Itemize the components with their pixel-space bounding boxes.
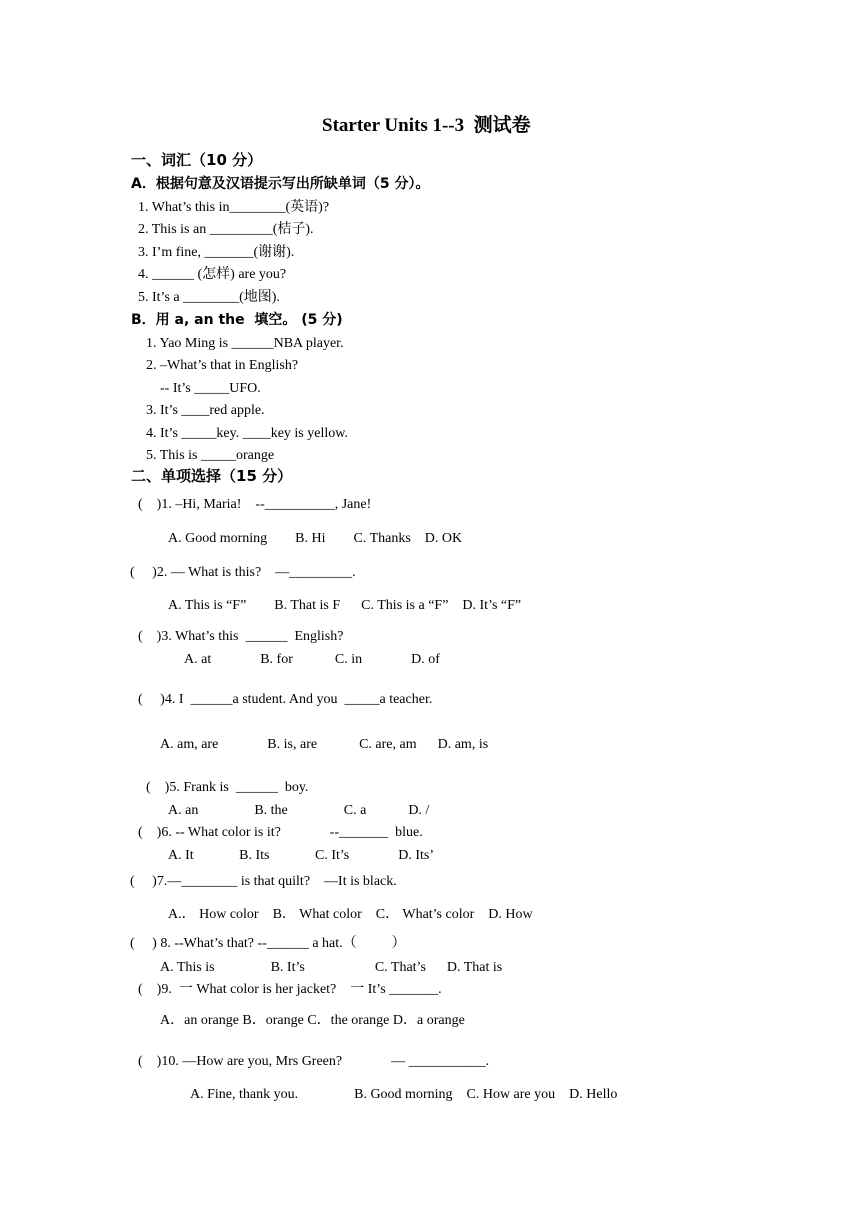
question-options: A. Fine, thank you. B. Good morning C. How are you D. Hello <box>190 1087 618 1102</box>
question-options: A．an orange B．orange C．the orange D．a orange <box>160 1013 465 1028</box>
question-stem: ( )1. –Hi, Maria! --__________, Jane! <box>138 497 372 512</box>
question-options: A. an B. the C. a D. / <box>168 803 430 818</box>
part-a-item: 5. It’s a ________(地图). <box>138 290 280 305</box>
question-options: A. Good morning B. Hi C. Thanks D. OK <box>168 531 463 546</box>
section-1-heading: 一、词汇（10 分） <box>131 151 263 169</box>
question-stem: ( )10. —How are you, Mrs Green? — ___________. <box>138 1054 490 1069</box>
question-options: A.． How color B． What color C． What’s color D. How <box>168 907 533 922</box>
question-stem: ( )4. I ______a student. And you _____a teacher. <box>138 692 433 707</box>
part-a-item: 1. What’s this in________(英语)? <box>138 200 330 215</box>
question-options: A. This is “F” B. That is F C. This is a “F” D. It’s “F” <box>168 598 522 613</box>
question-options: A. This is B. It’s C. That’s D. That is <box>160 960 503 975</box>
question-options: A. It B. Its C. It’s D. Its’ <box>168 848 434 863</box>
part-a-item: 4. ______ (怎样) are you? <box>138 267 287 282</box>
part-a-item: 2. This is an _________(桔子). <box>138 222 314 237</box>
question-stem: ( )7.—________ is that quilt? —It is black. <box>130 874 397 889</box>
question-stem: ( ) 8. --What’s that? --______ a hat.（ ） <box>130 936 406 951</box>
part-b-item: 3. It’s ____red apple. <box>146 403 265 418</box>
question-options: A. at B. for C. in D. of <box>184 652 440 667</box>
page-title: Starter Units 1--3 测试卷 <box>322 115 531 136</box>
part-b-item: -- It’s _____UFO. <box>160 381 261 396</box>
part-b-item: 5. This is _____orange <box>146 448 275 463</box>
question-stem: ( )9. 一 What color is her jacket? 一 It’s _______. <box>138 982 442 997</box>
section-2-heading: 二、单项选择（15 分） <box>131 467 293 485</box>
part-b-item: 4. It’s _____key. ____key is yellow. <box>146 426 348 441</box>
question-stem: ( )3. What’s this ______ English? <box>138 629 344 644</box>
part-a-item: 3. I’m fine, _______(谢谢). <box>138 245 295 260</box>
question-stem: ( )2. — What is this? —_________. <box>130 565 356 580</box>
part-b-heading: B．用 a, an the 填空。 (5 分) <box>131 312 343 328</box>
part-b-item: 2. –What’s that in English? <box>146 358 299 373</box>
part-a-heading: A．根据句意及汉语提示写出所缺单词（5 分）。 <box>131 176 430 192</box>
question-stem: ( )6. -- What color is it? --_______ blue. <box>138 825 423 840</box>
question-stem: ( )5. Frank is ______ boy. <box>146 780 309 795</box>
part-b-item: 1. Yao Ming is ______NBA player. <box>146 336 344 351</box>
question-options: A. am, are B. is, are C. are, am D. am, is <box>160 737 489 752</box>
